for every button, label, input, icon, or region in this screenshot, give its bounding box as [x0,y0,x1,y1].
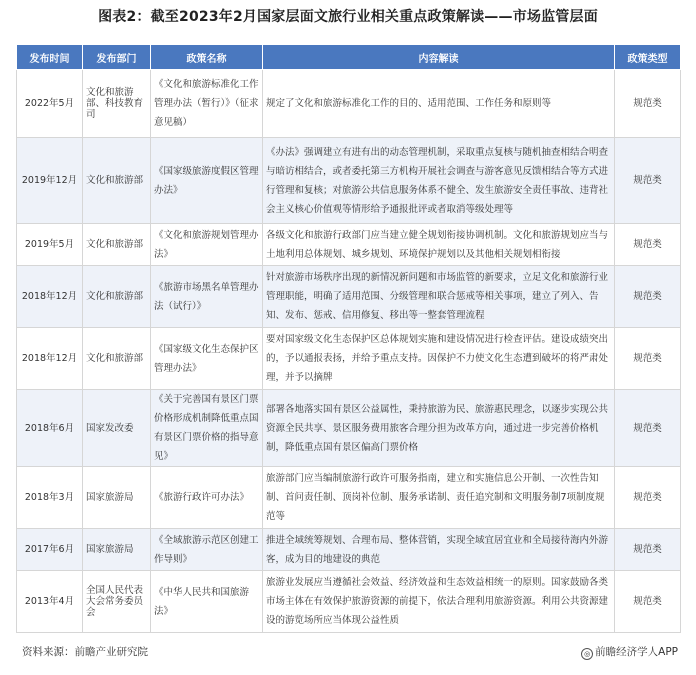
cell-content: 要对国家级文化生态保护区总体规划实施和建设情况进行检查评估。建设成绩突出的，予以通报表扬，并给予重点支持。因保护不力使文化生态遭到破坏的将严肃处理，并予以摘牌 [263,328,615,390]
header-date: 发布时间 [17,45,83,70]
cell-type: 规范类 [615,529,681,571]
table-row [17,138,681,224]
cell-content: 针对旅游市场秩序出现的新情况新问题和市场监管的新要求，立足文化和旅游行业管理职能，明确了适用范围、分级管理和联合惩戒等相关事项，建立了列入、告知、发布、惩戒、信用修复、移出等一整套管理流程 [263,266,615,328]
cell-content: 部署各地落实国有景区公益属性，秉持旅游为民、旅游惠民理念，以逐步实现公共资源全民共享、景区服务费用旅客合理分担为改革方向，通过进一步完善价格机制，降低重点国有景区偏高门票价格 [263,390,615,467]
cell-content: 《办法》强调建立有进有出的动态管理机制，采取重点复核与随机抽查相结合明查与暗访相结合，或者委托第三方机构开展社会调查与游客意见反馈相结合等方式进行管理和复核；对旅游公共信息服务体系不健全、发生旅游安全责任事故、违背社会主义核心价值观等情形给予通报批评或者取消等级处理等 [263,138,615,224]
cell-type: 规范类 [615,138,681,224]
cell-dept: 文化和旅游部 [83,266,151,328]
cell-content: 旅游部门应当编制旅游行政许可服务指南，建立和实施信息公开制、一次性告知制、首问责任制、顶岗补位制、服务承诺制、责任追究制和文明服务制7项制度规范等 [263,467,615,529]
table-row [17,529,681,571]
cell-date: 2018年3月 [17,467,83,529]
cell-date: 2018年6月 [17,390,83,467]
cell-date: 2018年12月 [17,328,83,390]
cell-type: 规范类 [615,70,681,138]
cell-name: 《旅游行政许可办法》 [151,467,263,529]
brand-credit [581,644,678,660]
cell-content: 各级文化和旅游行政部门应当建立健全规划衔接协调机制。文化和旅游规划应当与土地利用总体规划、城乡规划、环境保护规划以及其他相关规划相衔接 [263,224,615,266]
cell-name: 《关于完善国有景区门票价格形成机制降低重点国有景区门票价格的指导意见》 [151,390,263,467]
cell-name: 《中华人民共和国旅游法》 [151,571,263,633]
table-row [17,390,681,467]
header-dept: 发布部门 [83,45,151,70]
cell-dept: 文化和旅游部 [83,138,151,224]
cell-dept: 文化和旅游部 [83,328,151,390]
cell-date: 2019年5月 [17,224,83,266]
cell-name: 《全域旅游示范区创建工作导则》 [151,529,263,571]
table-row [17,328,681,390]
table-row [17,70,681,138]
cell-name: 《旅游市场黑名单管理办法（试行）》 [151,266,263,328]
cell-dept: 文化和旅游部、科技教育司 [83,70,151,138]
cell-name: 《国家级文化生态保护区管理办法》 [151,328,263,390]
cell-dept: 文化和旅游部 [83,224,151,266]
header-type: 政策类型 [615,45,681,70]
table-row [17,266,681,328]
policy-table [16,44,681,633]
cell-name: 《国家级旅游度假区管理办法》 [151,138,263,224]
header-content: 内容解读 [263,45,615,70]
cell-date: 2013年4月 [17,571,83,633]
cell-type: 规范类 [615,224,681,266]
cell-date: 2018年12月 [17,266,83,328]
cell-date: 2022年5月 [17,70,83,138]
cell-content: 规定了文化和旅游标准化工作的目的、适用范围、工作任务和原则等 [263,70,615,138]
table-row [17,467,681,529]
cell-type: 规范类 [615,571,681,633]
cell-content: 旅游业发展应当遵循社会效益、经济效益和生态效益相统一的原则。国家鼓励各类市场主体在有效保护旅游资源的前提下，依法合理利用旅游资源。利用公共资源建设的游览场所应当体现公益性质 [263,571,615,633]
cell-dept: 国家发改委 [83,390,151,467]
cell-content: 推进全域统筹规划、合理布局、整体营销，实现全域宜居宜业和全局接待海内外游客，成为目的地建设的典范 [263,529,615,571]
chart-title: 图表2：截至2023年2月国家层面文旅行业相关重点政策解读——市场监管层面 [98,9,598,25]
table-row [17,224,681,266]
brand-label: 前瞻经济学人APP [595,646,678,658]
cell-name: 《文化和旅游标准化工作管理办法（暂行）》（征求意见稿） [151,70,263,138]
table-row [17,571,681,633]
cell-type: 规范类 [615,390,681,467]
cell-dept: 全国人民代表大会常务委员会 [83,571,151,633]
cell-type: 规范类 [615,266,681,328]
header-name: 政策名称 [151,45,263,70]
cell-type: 规范类 [615,467,681,529]
cell-date: 2017年6月 [17,529,83,571]
cell-date: 2019年12月 [17,138,83,224]
qianzhan-logo-icon: ◎ [581,648,593,660]
table-header-row [17,45,681,70]
source-note: 资料来源：前瞻产业研究院 [22,646,148,658]
cell-dept: 国家旅游局 [83,529,151,571]
cell-type: 规范类 [615,328,681,390]
cell-name: 《文化和旅游规划管理办法》 [151,224,263,266]
cell-dept: 国家旅游局 [83,467,151,529]
